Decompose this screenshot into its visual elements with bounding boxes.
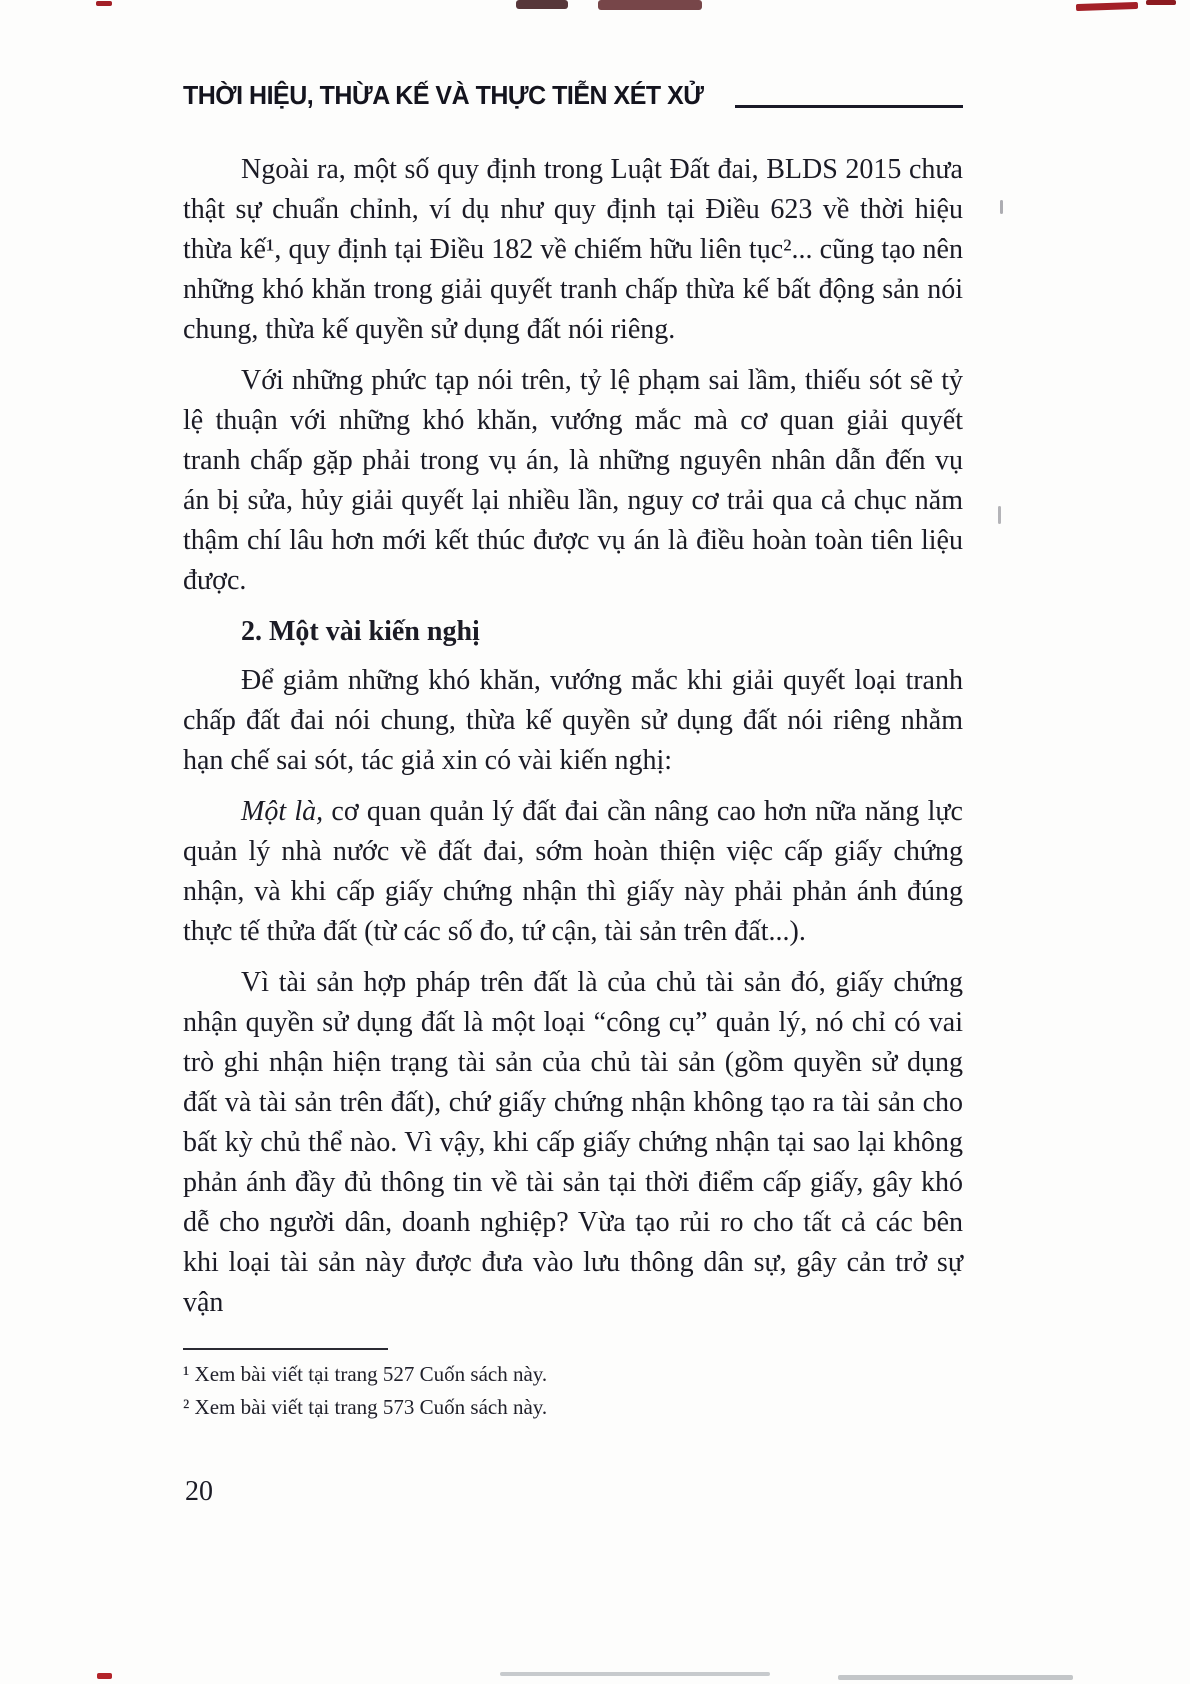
scan-artifact-top-right-red-2 — [1146, 0, 1176, 5]
paragraph-4-lead-italic: Một là, — [241, 796, 324, 827]
section-heading: 2. Một vài kiến nghị — [241, 616, 480, 647]
scan-artifact-top-left-red — [96, 1, 112, 6]
page-header — [183, 80, 963, 111]
paragraph-5-text: Vì tài sản hợp pháp trên đất là của chủ tài sản đó, giấy chứng nhận quyền sử dụng đất là một loại “công cụ” quản lý, nó chỉ có vai trò ghi nhận hiện trạng tài sản của chủ tài sản (gồm quyền sử dụng đất và tài sản trên đất), chứ giấy chứng nhận không tạo ra tài sản cho bất kỳ chủ thể nào. Vì vậy, khi cấp giấy chứng nhận tại sao lại không phản ánh đầy đủ thông tin về tài sản tại thời điểm cấp giấy, gây khó dễ cho người dân, doanh nghiệp? Vừa tạo rủi ro cho tất cả các bên khi loại tài sản này được đưa vào lưu thông dân sự, gây cản trở sự vận — [183, 967, 963, 1318]
scan-artifact-right-tick-2 — [998, 506, 1001, 524]
paragraph-1 — [183, 150, 963, 350]
scan-artifact-right-tick-1 — [1000, 200, 1003, 214]
paragraph-3-text: Để giảm những khó khăn, vướng mắc khi giải quyết loại tranh chấp đất đai nói chung, thừa kế quyền sử dụng đất nói riêng nhằm hạn chế sai sót, tác giả xin có vài kiến nghị: — [183, 665, 963, 776]
scan-artifact-bottom-gray-2 — [838, 1675, 1073, 1680]
paragraph-1-text: Ngoài ra, một số quy định trong Luật Đất đai, BLDS 2015 chưa thật sự chuẩn chỉnh, ví dụ như quy định tại Điều 623 về thời hiệu thừa kế¹, quy định tại Điều 182 về chiếm hữu liên tục²... cũng tạo nên những khó khăn trong giải quyết tranh chấp thừa kế bất động sản nói chung, thừa kế quyền sử dụng đất nói riêng. — [183, 154, 963, 345]
footnotes-section — [183, 1348, 963, 1424]
running-head-title: THỜI HIỆU, THỪA KẾ VÀ THỰC TIỄN XÉT XỬ — [183, 80, 704, 110]
paragraph-2-text: Với những phức tạp nói trên, tỷ lệ phạm sai lầm, thiếu sót sẽ tỷ lệ thuận với những khó khăn, vướng mắc mà cơ quan giải quyết tranh chấp gặp phải trong vụ án, là những nguyên nhân dẫn đến vụ án bị sửa, hủy giải quyết lại nhiều lần, nguy cơ trải qua cả chục năm thậm chí lâu hơn mới kết thúc được vụ án là điều hoàn toàn tiên liệu được. — [183, 365, 963, 596]
paragraph-5 — [183, 963, 963, 1323]
paragraph-3 — [183, 661, 963, 781]
header-underline — [735, 105, 963, 108]
paragraph-4 — [183, 792, 963, 952]
scan-artifact-top-center-2 — [598, 0, 702, 10]
page-number: 20 — [185, 1476, 213, 1507]
body-text — [183, 150, 963, 1334]
scan-artifact-top-right-red-1 — [1076, 2, 1138, 11]
paragraph-2 — [183, 361, 963, 601]
scan-artifact-top-center-1 — [516, 0, 568, 9]
scan-artifact-bottom-left-red — [97, 1673, 112, 1679]
footnote-2: ² Xem bài viết tại trang 573 Cuốn sách này. — [183, 1395, 548, 1419]
footnote-separator — [183, 1348, 388, 1350]
paragraph-4-text: cơ quan quản lý đất đai cần nâng cao hơn nữa năng lực quản lý nhà nước về đất đai, sớm hoàn thiện việc cấp giấy chứng nhận, và khi cấp giấy chứng nhận thì giấy này phải phản ánh đúng thực tế thửa đất (từ các số đo, tứ cận, tài sản trên đất...). — [183, 796, 963, 947]
footnote-1: ¹ Xem bài viết tại trang 527 Cuốn sách này. — [183, 1362, 548, 1386]
scan-artifact-bottom-gray-1 — [500, 1672, 770, 1676]
